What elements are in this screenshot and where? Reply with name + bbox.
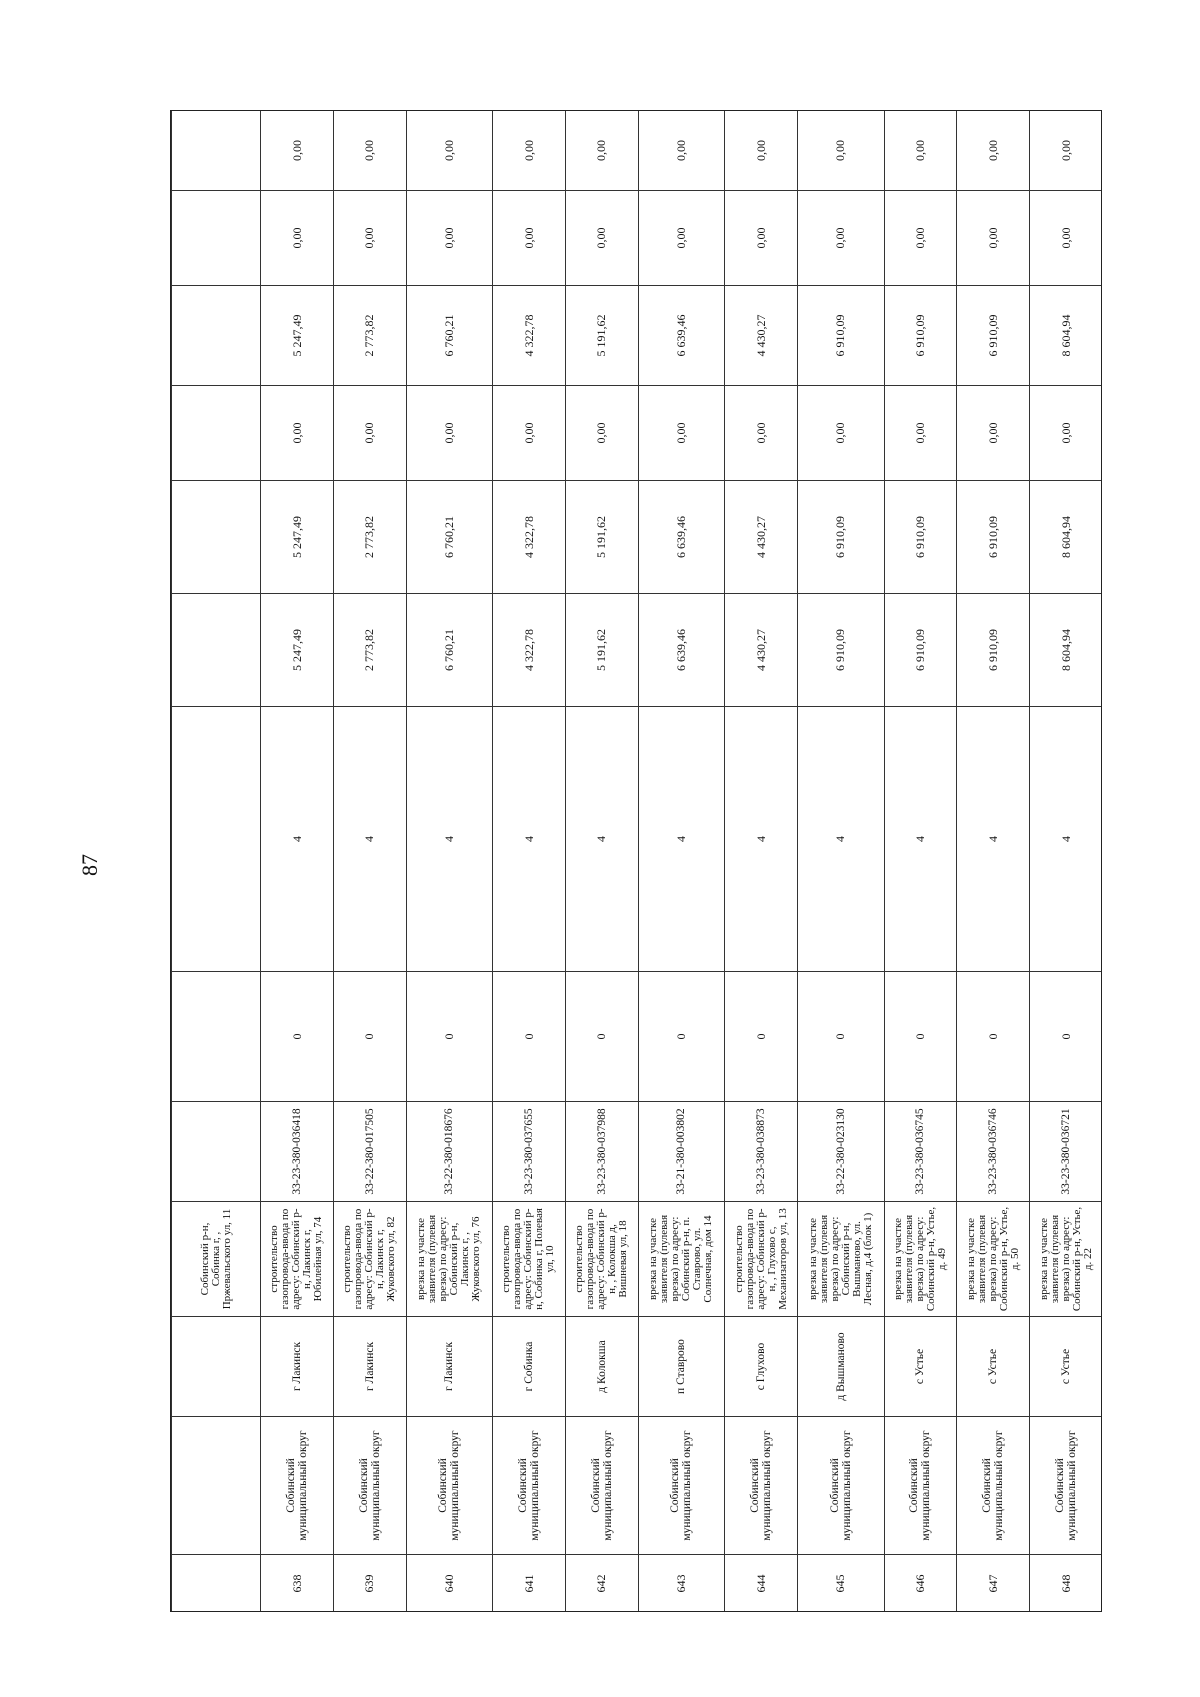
cell-cost-f: 5 247,49 xyxy=(261,286,334,386)
cell-cost-total: 4 322,78 xyxy=(493,594,566,707)
cell-row-number: 644 xyxy=(725,1555,798,1613)
cell-cost-e: 0,00 xyxy=(493,386,566,481)
cell-value-b: 4 xyxy=(638,707,725,972)
cell-cost-g: 0,00 xyxy=(333,191,406,286)
cell-value-b: 4 xyxy=(957,707,1030,972)
cell-cadastral-number: 33-23-380-037988 xyxy=(565,1102,638,1202)
cell-cost-d: 6 910,09 xyxy=(797,481,884,594)
cell-cost-total: 6 760,21 xyxy=(406,594,493,707)
cell-cost-e: 0,00 xyxy=(333,386,406,481)
cell-cost-d: 5 247,49 xyxy=(261,481,334,594)
cell-cost-d: 6 910,09 xyxy=(957,481,1030,594)
cell-cost-g: 0,00 xyxy=(493,191,566,286)
cell-cost-f: 2 773,82 xyxy=(333,286,406,386)
cell-municipality: Собинский муниципальный округ xyxy=(638,1417,725,1555)
cell-value-b: 4 xyxy=(565,707,638,972)
cell-address: строительство газопровода-ввода по адресу: Собинский р-н, Собинка г, Полевая ул, 10 xyxy=(493,1202,566,1317)
cell-cost-h: 0,00 xyxy=(957,111,1030,191)
cell-cost-e: 0,00 xyxy=(957,386,1030,481)
cell-empty xyxy=(172,481,261,594)
cell-cost-g: 0,00 xyxy=(884,191,957,286)
cell-cost-f: 6 910,09 xyxy=(884,286,957,386)
table-row xyxy=(1030,111,1102,1613)
cell-cost-e: 0,00 xyxy=(406,386,493,481)
cell-cadastral-number: 33-22-380-018676 xyxy=(406,1102,493,1202)
cell-cost-total: 4 430,27 xyxy=(725,594,798,707)
cell-cost-d: 2 773,82 xyxy=(333,481,406,594)
cell-cost-g: 0,00 xyxy=(406,191,493,286)
cell-cost-e: 0,00 xyxy=(725,386,798,481)
cell-municipality: Собинский муниципальный округ xyxy=(725,1417,798,1555)
cell-cost-h: 0,00 xyxy=(638,111,725,191)
cell-cost-g: 0,00 xyxy=(638,191,725,286)
cell-address: строительство газопровода-ввода по адресу: Собинский р-н, Лакинск г, Юбилейная ул, 74 xyxy=(261,1202,334,1317)
cell-address: Собинский р-н, Собинка г, , Пржевальского ул, 11 xyxy=(172,1202,261,1317)
cell-cost-f: 6 910,09 xyxy=(957,286,1030,386)
table-row xyxy=(725,111,798,1613)
cell-empty xyxy=(172,594,261,707)
cell-cost-f: 6 760,21 xyxy=(406,286,493,386)
cell-value-a: 0 xyxy=(565,972,638,1102)
cell-municipality: Собинский муниципальный округ xyxy=(406,1417,493,1555)
cell-locality: с Глухово xyxy=(725,1317,798,1417)
cell-address: врезка на участке заявителя (пулевая врезка) по адресу: Собинский р-н, Устье, д. 22 xyxy=(1030,1202,1102,1317)
cell-cost-d: 6 910,09 xyxy=(884,481,957,594)
cell-locality: г Лакинск xyxy=(406,1317,493,1417)
cell-empty xyxy=(172,111,261,191)
cell-cost-h: 0,00 xyxy=(797,111,884,191)
cell-empty xyxy=(172,191,261,286)
data-table-frame xyxy=(170,110,1102,1612)
cell-empty xyxy=(172,972,261,1102)
cell-locality: г Лакинск xyxy=(261,1317,334,1417)
cell-empty xyxy=(172,1317,261,1417)
cell-value-b: 4 xyxy=(797,707,884,972)
cell-cost-h: 0,00 xyxy=(884,111,957,191)
cell-row-number: 641 xyxy=(493,1555,566,1613)
cell-cost-total: 6 910,09 xyxy=(797,594,884,707)
cell-cost-g: 0,00 xyxy=(261,191,334,286)
table-row xyxy=(884,111,957,1613)
cell-row-number: 640 xyxy=(406,1555,493,1613)
cell-cost-d: 6 760,21 xyxy=(406,481,493,594)
data-table xyxy=(171,110,1102,1612)
cell-locality: г Лакинск xyxy=(333,1317,406,1417)
table-row xyxy=(261,111,334,1613)
cell-municipality: Собинский муниципальный округ xyxy=(1030,1417,1102,1555)
cell-cadastral-number: 33-23-380-036746 xyxy=(957,1102,1030,1202)
cell-cost-e: 0,00 xyxy=(1030,386,1102,481)
cell-address: строительство газопровода-ввода по адресу: Собинский р-н, , Колокша д, Вишневая ул, 18 xyxy=(565,1202,638,1317)
table-row xyxy=(333,111,406,1613)
cell-cadastral-number: 33-23-380-036721 xyxy=(1030,1102,1102,1202)
cell-cost-h: 0,00 xyxy=(261,111,334,191)
cell-cadastral-number: 33-23-380-036418 xyxy=(261,1102,334,1202)
cell-value-a: 0 xyxy=(957,972,1030,1102)
cell-cost-total: 8 604,94 xyxy=(1030,594,1102,707)
cell-cost-f: 6 639,46 xyxy=(638,286,725,386)
cell-empty xyxy=(172,1555,261,1613)
cell-row-number: 642 xyxy=(565,1555,638,1613)
cell-address: врезка на участке заявителя (пулевая врезка) по адресу: Собинский р-н, Устье, д. 49 xyxy=(884,1202,957,1317)
table-row xyxy=(638,111,725,1613)
cell-row-number: 639 xyxy=(333,1555,406,1613)
table-row xyxy=(406,111,493,1613)
cell-cost-g: 0,00 xyxy=(797,191,884,286)
cell-cost-h: 0,00 xyxy=(565,111,638,191)
cell-cadastral-number: 33-23-380-037655 xyxy=(493,1102,566,1202)
cell-cost-d: 6 639,46 xyxy=(638,481,725,594)
cell-value-a: 0 xyxy=(638,972,725,1102)
table-row-continued xyxy=(172,111,261,1613)
cell-value-a: 0 xyxy=(261,972,334,1102)
cell-locality: д Колокша xyxy=(565,1317,638,1417)
cell-cost-f: 4 322,78 xyxy=(493,286,566,386)
cell-cost-f: 6 910,09 xyxy=(797,286,884,386)
cell-cadastral-number: 33-21-380-003802 xyxy=(638,1102,725,1202)
cell-cost-e: 0,00 xyxy=(884,386,957,481)
cell-cost-f: 4 430,27 xyxy=(725,286,798,386)
cell-value-a: 0 xyxy=(406,972,493,1102)
cell-cost-e: 0,00 xyxy=(261,386,334,481)
cell-cadastral-number: 33-22-380-017505 xyxy=(333,1102,406,1202)
cell-cost-d: 4 322,78 xyxy=(493,481,566,594)
cell-empty xyxy=(172,1102,261,1202)
cell-locality: п Ставрово xyxy=(638,1317,725,1417)
cell-row-number: 643 xyxy=(638,1555,725,1613)
cell-row-number: 646 xyxy=(884,1555,957,1613)
cell-value-b: 4 xyxy=(884,707,957,972)
cell-locality: с Устье xyxy=(884,1317,957,1417)
cell-locality: с Устье xyxy=(1030,1317,1102,1417)
cell-cost-g: 0,00 xyxy=(1030,191,1102,286)
cell-municipality: Собинский муниципальный округ xyxy=(493,1417,566,1555)
table-row xyxy=(493,111,566,1613)
cell-locality: д Вышманово xyxy=(797,1317,884,1417)
cell-cadastral-number: 33-23-380-036745 xyxy=(884,1102,957,1202)
cell-value-b: 4 xyxy=(493,707,566,972)
cell-cost-total: 5 247,49 xyxy=(261,594,334,707)
cell-empty xyxy=(172,707,261,972)
cell-value-a: 0 xyxy=(884,972,957,1102)
cell-municipality: Собинский муниципальный округ xyxy=(565,1417,638,1555)
cell-value-a: 0 xyxy=(493,972,566,1102)
cell-municipality: Собинский муниципальный округ xyxy=(957,1417,1030,1555)
cell-value-b: 4 xyxy=(406,707,493,972)
cell-address: врезка на участке заявителя (пулевая врезка) по адресу: Собинский р-н, Вышманово, ул. Лесная, д.4 (блок 1) xyxy=(797,1202,884,1317)
cell-cost-g: 0,00 xyxy=(957,191,1030,286)
cell-municipality: Собинский муниципальный округ xyxy=(884,1417,957,1555)
cell-value-b: 4 xyxy=(725,707,798,972)
cell-cost-total: 2 773,82 xyxy=(333,594,406,707)
cell-cost-g: 0,00 xyxy=(565,191,638,286)
cell-cost-h: 0,00 xyxy=(406,111,493,191)
cell-cost-d: 4 430,27 xyxy=(725,481,798,594)
cell-cost-e: 0,00 xyxy=(638,386,725,481)
cell-cost-total: 5 191,62 xyxy=(565,594,638,707)
table-row xyxy=(957,111,1030,1613)
cell-address: врезка на участке заявителя (пулевая врезка) по адресу: Собинский р-н, Устье, д. 50 xyxy=(957,1202,1030,1317)
cell-value-a: 0 xyxy=(725,972,798,1102)
cell-municipality: Собинский муниципальный округ xyxy=(333,1417,406,1555)
cell-value-a: 0 xyxy=(333,972,406,1102)
cell-cost-f: 8 604,94 xyxy=(1030,286,1102,386)
cell-locality: г Собинка xyxy=(493,1317,566,1417)
cell-cost-h: 0,00 xyxy=(493,111,566,191)
table-row xyxy=(565,111,638,1613)
cell-empty xyxy=(172,1417,261,1555)
page-number: 87 xyxy=(77,854,102,876)
rotated-table xyxy=(171,111,1102,1612)
table-row xyxy=(797,111,884,1613)
cell-cost-h: 0,00 xyxy=(725,111,798,191)
cell-cadastral-number: 33-22-380-023130 xyxy=(797,1102,884,1202)
cell-row-number: 647 xyxy=(957,1555,1030,1613)
cell-municipality: Собинский муниципальный округ xyxy=(261,1417,334,1555)
cell-cost-total: 6 910,09 xyxy=(957,594,1030,707)
cell-cost-total: 6 639,46 xyxy=(638,594,725,707)
cell-value-a: 0 xyxy=(797,972,884,1102)
cell-row-number: 648 xyxy=(1030,1555,1102,1613)
cell-value-b: 4 xyxy=(261,707,334,972)
cell-municipality: Собинский муниципальный округ xyxy=(797,1417,884,1555)
cell-cost-e: 0,00 xyxy=(797,386,884,481)
cell-cost-h: 0,00 xyxy=(333,111,406,191)
cell-cost-f: 5 191,62 xyxy=(565,286,638,386)
cell-address: строительство газопровода-ввода по адресу: Собинский р-н, , Глухово с, Механизаторов ул, 13 xyxy=(725,1202,798,1317)
cell-cost-total: 6 910,09 xyxy=(884,594,957,707)
cell-row-number: 638 xyxy=(261,1555,334,1613)
cell-cost-d: 8 604,94 xyxy=(1030,481,1102,594)
cell-cadastral-number: 33-23-380-038873 xyxy=(725,1102,798,1202)
cell-empty xyxy=(172,286,261,386)
cell-value-b: 4 xyxy=(333,707,406,972)
cell-address: врезка на участке заявителя (пулевая врезка) по адресу: Собинский р-н, Лакинск г, , Жуковского ул, 76 xyxy=(406,1202,493,1317)
cell-cost-g: 0,00 xyxy=(725,191,798,286)
cell-cost-e: 0,00 xyxy=(565,386,638,481)
cell-cost-h: 0,00 xyxy=(1030,111,1102,191)
cell-value-b: 4 xyxy=(1030,707,1102,972)
cell-locality: с Устье xyxy=(957,1317,1030,1417)
cell-cost-d: 5 191,62 xyxy=(565,481,638,594)
cell-empty xyxy=(172,386,261,481)
cell-address: строительство газопровода-ввода по адресу: Собинский р-н, Лакинск г, Жуковского ул, 82 xyxy=(333,1202,406,1317)
cell-value-a: 0 xyxy=(1030,972,1102,1102)
cell-row-number: 645 xyxy=(797,1555,884,1613)
cell-address: врезка на участке заявителя (пулевая врезка) по адресу: Собинский р-н, п. Ставрово, ул. Солнечная, дом 14 xyxy=(638,1202,725,1317)
